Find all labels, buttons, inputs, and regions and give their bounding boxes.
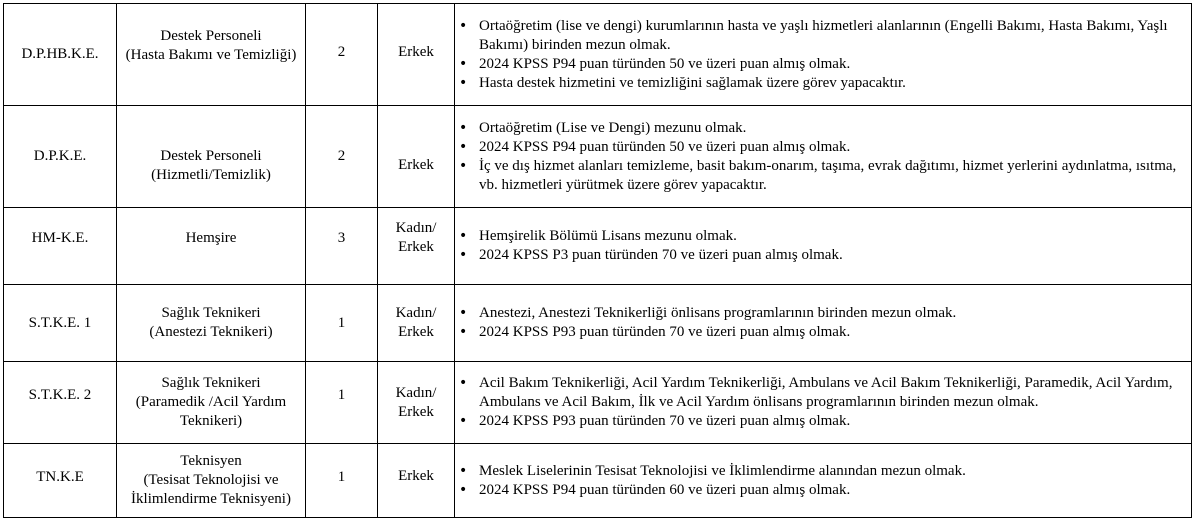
title-line: (Paramedik /Acil Yardım xyxy=(135,394,287,410)
title-line: Sağlık Teknikeri xyxy=(161,305,261,321)
position-requirements xyxy=(455,285,1192,362)
gender-line: Erkek xyxy=(398,157,434,173)
table-row xyxy=(4,285,1192,362)
position-code: HM-K.E. xyxy=(4,208,117,285)
requirement-item: • Meslek Liselerinin Tesisat Teknolojisi ve İklimlendirme alanından mezun olmak. xyxy=(455,462,1191,481)
position-count: 3 xyxy=(306,208,378,285)
position-gender xyxy=(378,4,455,106)
requirement-item: • 2024 KPSS P94 puan türünden 50 ve üzeri puan almış olmak. xyxy=(455,138,1191,157)
position-gender xyxy=(378,362,455,444)
position-code: D.P.K.E. xyxy=(4,106,117,208)
position-requirements xyxy=(455,444,1192,518)
requirements-list xyxy=(455,17,1191,93)
position-title xyxy=(117,4,306,106)
position-requirements xyxy=(455,362,1192,444)
gender-line: Erkek xyxy=(398,44,434,60)
gender-line: Erkek xyxy=(398,239,434,255)
position-count: 1 xyxy=(306,285,378,362)
requirement-item: • 2024 KPSS P93 puan türünden 70 ve üzeri puan almış olmak. xyxy=(455,412,1191,431)
title-line: Hemşire xyxy=(185,229,237,246)
table-row xyxy=(4,444,1192,518)
requirement-item: • Ortaöğretim (Lise ve Dengi) mezunu olmak. xyxy=(455,119,1191,138)
title-line: İklimlendirme Teknisyeni) xyxy=(131,491,291,507)
gender-line: Kadın/ xyxy=(395,305,437,321)
requirements-list xyxy=(455,374,1191,431)
position-code: S.T.K.E. 1 xyxy=(4,285,117,362)
requirement-item: • 2024 KPSS P93 puan türünden 70 ve üzeri puan almış olmak. xyxy=(455,323,1191,342)
title-line: (Hizmetli/Temizlik) xyxy=(151,166,271,183)
position-count: 2 xyxy=(306,4,378,106)
position-requirements xyxy=(455,208,1192,285)
position-title xyxy=(117,208,306,285)
title-line: Teknisyen xyxy=(180,453,242,469)
position-count: 1 xyxy=(306,362,378,444)
position-gender xyxy=(378,106,455,208)
position-count: 2 xyxy=(306,106,378,208)
requirement-item: • 2024 KPSS P3 puan türünden 70 ve üzeri puan almış olmak. xyxy=(455,246,1191,265)
position-title xyxy=(117,285,306,362)
position-count: 1 xyxy=(306,444,378,518)
requirement-item: • Hasta destek hizmetini ve temizliğini sağlamak üzere görev yapacaktır. xyxy=(455,74,1191,93)
position-code: S.T.K.E. 2 xyxy=(4,362,117,444)
position-code: D.P.HB.K.E. xyxy=(4,4,117,106)
position-requirements xyxy=(455,106,1192,208)
title-line: Sağlık Teknikeri xyxy=(161,375,261,391)
gender-line: Kadın/ xyxy=(395,384,437,401)
requirement-item: • İç ve dış hizmet alanları temizleme, basit bakım-onarım, taşıma, evrak dağıtımı, hizmet yerlerini aydınlatma, ısıtma, vb. hizmetleri yürütmek üzere görev yapacaktır. xyxy=(455,157,1191,195)
position-gender xyxy=(378,208,455,285)
requirements-list xyxy=(455,227,1191,265)
requirement-item: • Anestezi, Anestezi Teknikerliği önlisans programlarının birinden mezun olmak. xyxy=(455,304,1191,323)
table-row xyxy=(4,4,1192,106)
gender-line: Erkek xyxy=(398,324,434,340)
table-row xyxy=(4,362,1192,444)
position-title xyxy=(117,444,306,518)
gender-line: Erkek xyxy=(398,468,434,484)
requirement-item: • Ortaöğretim (lise ve dengi) kurumlarının hasta ve yaşlı hizmetleri alanlarının (Engelli Bakımı, Hasta Bakımı, Yaşlı Bakımı) birinden mezun olmak. xyxy=(455,17,1191,55)
title-line: Destek Personeli xyxy=(160,147,262,164)
gender-line: Erkek xyxy=(398,403,434,420)
title-line: (Anestezi Teknikeri) xyxy=(149,324,273,340)
title-line: Destek Personeli xyxy=(160,27,262,44)
position-gender xyxy=(378,285,455,362)
position-title xyxy=(117,106,306,208)
position-title xyxy=(117,362,306,444)
positions-table xyxy=(3,3,1192,518)
table-row xyxy=(4,106,1192,208)
title-line: (Tesisat Teknolojisi ve xyxy=(143,472,279,488)
title-line: (Hasta Bakımı ve Temizliği) xyxy=(125,46,297,63)
requirements-list xyxy=(455,462,1191,500)
requirements-list xyxy=(455,304,1191,342)
position-gender xyxy=(378,444,455,518)
gender-line: Kadın/ xyxy=(395,220,437,236)
requirement-item: • Hemşirelik Bölümü Lisans mezunu olmak. xyxy=(455,227,1191,246)
title-line: Teknikeri) xyxy=(179,413,243,429)
table-row xyxy=(4,208,1192,285)
requirement-item: • 2024 KPSS P94 puan türünden 50 ve üzeri puan almış olmak. xyxy=(455,55,1191,74)
requirement-item: • Acil Bakım Teknikerliği, Acil Yardım Teknikerliği, Ambulans ve Acil Bakım Teknikerliği, Paramedik, Acil Yardım, Ambulans ve Acil Bakım, İlk ve Acil Yardım önlisans programlarının birinden mezun olmak. xyxy=(455,374,1191,412)
position-requirements xyxy=(455,4,1192,106)
requirement-item: • 2024 KPSS P94 puan türünden 60 ve üzeri puan almış olmak. xyxy=(455,481,1191,500)
requirements-list xyxy=(455,119,1191,195)
position-code: TN.K.E xyxy=(4,444,117,518)
